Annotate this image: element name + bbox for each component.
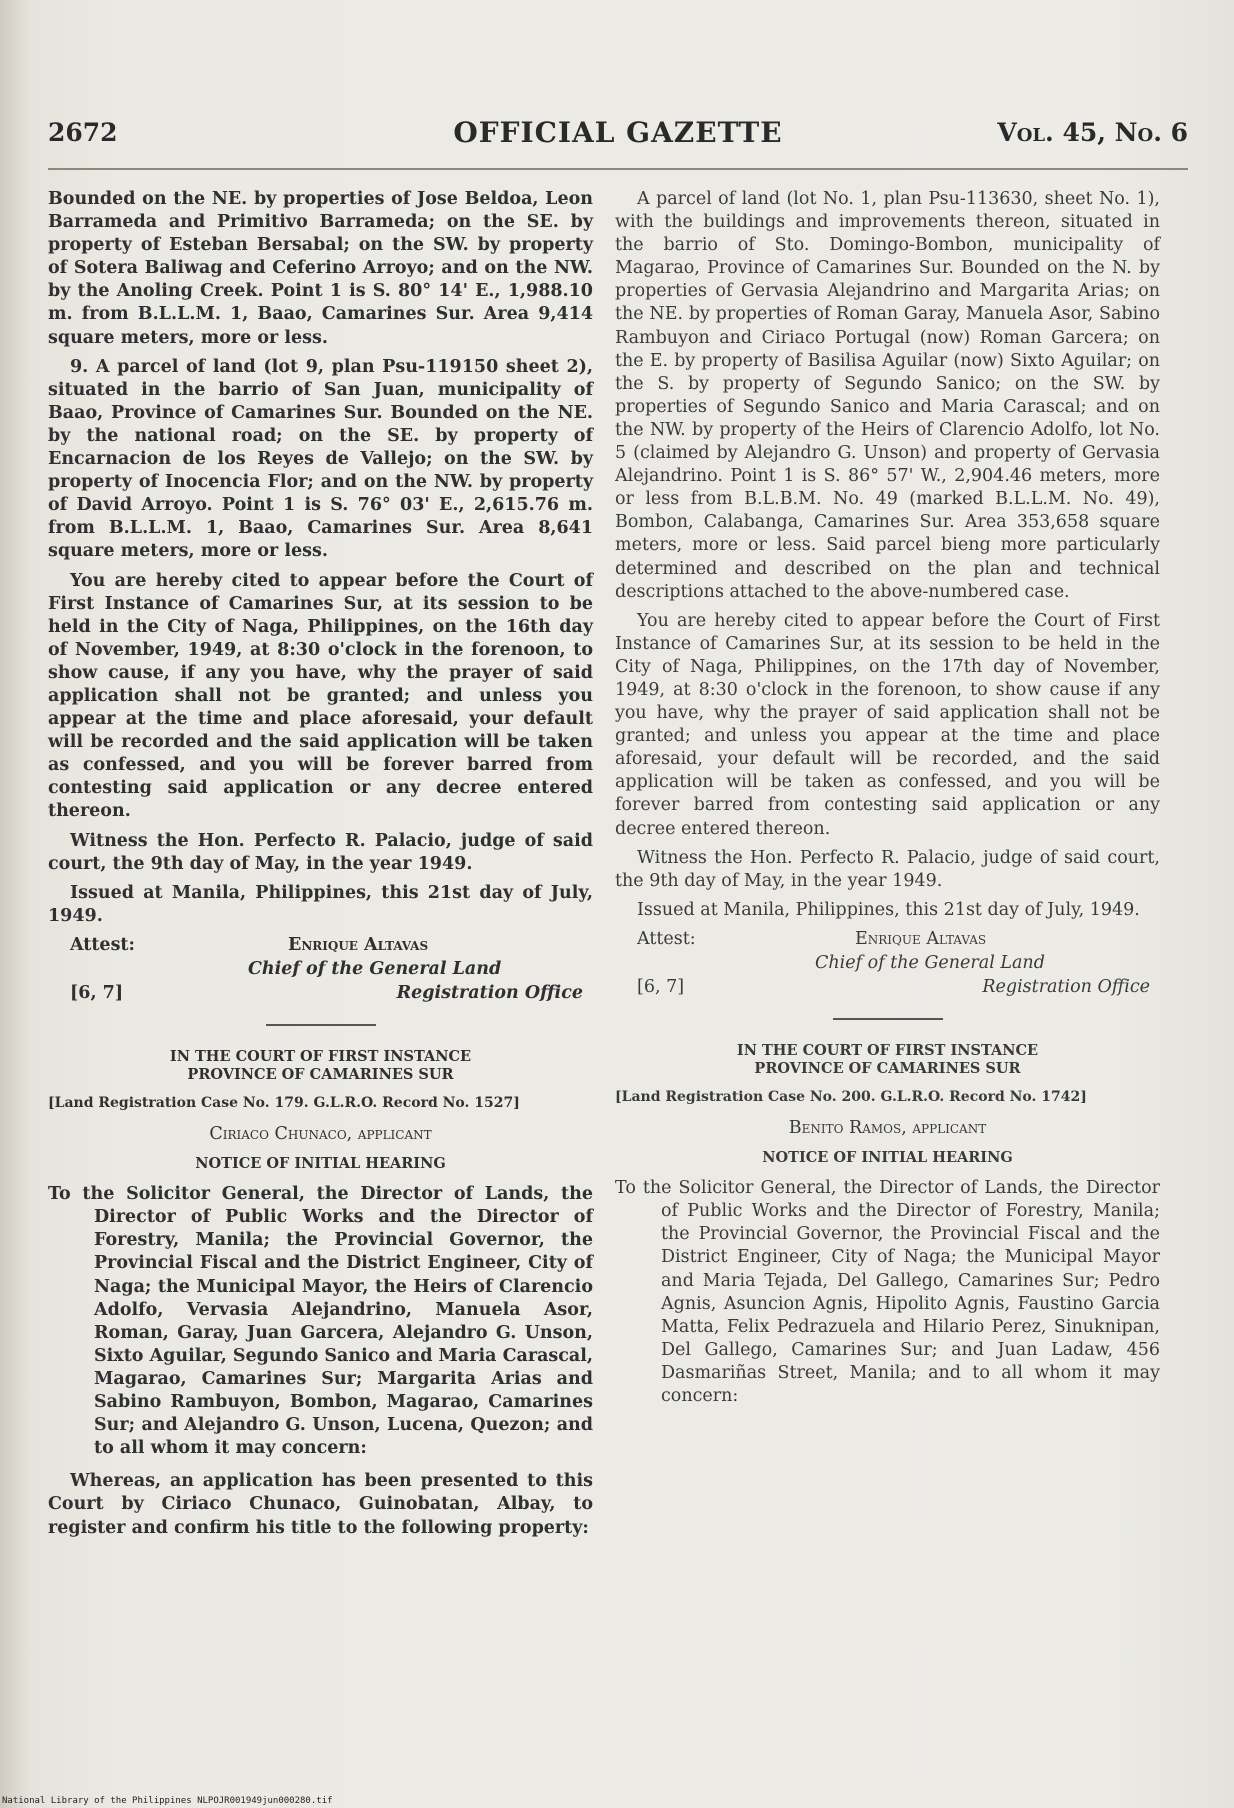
paragraph: Issued at Manila, Philippines, this 21st day of July, 1949. [637,899,1140,920]
page-header [48,118,1188,162]
paragraph: 9. A parcel of land (lot 9, plan Psu-119150 sheet 2), situated in the barrio of San Juan, municipality of Baao, Province of Camarines Sur. Bounded on the NE. by the national road; on the SE. by property of Encarnacion de los Reyes de Vallejo; on the SW. by property of Inocencia Flor; and on the NW. by property of David Arroyo. Point 1 is S. 76° 03' E., 2,615.76 m. from B.L.L.M. 1, Baao, Camarines Sur. Area 8,641 square meters, more or less. [48,356,593,562]
attest-reference: [6, 7] [637,976,685,997]
attest-name: Enrique Altavas [855,928,987,949]
province-line: PROVINCE OF CAMARINES SUR [187,1065,454,1083]
addressees: To the Solicitor General, the Director of Lands, the Director of Public Works and the Director of Forestry, Manila; the Provincial Governor, the Provincial Fiscal and the District Engineer, City of Naga; the Municipal Mayor and Maria Tejada, Del Gallego, Camarines Sur; Pedro Agnis, Asuncion Agnis, Hipolito Agnis, Faustino Garcia Matta, Felix Pedrazuela and Hilario Perez, Sinuknipan, Del Gallego, Camarines Sur; and Juan Ladaw, 456 Dasmariñas Street, Manila; and to all whom it may concern: [615,1178,1160,1407]
paragraph: Whereas, an application has been presented to this Court by Ciriaco Chunaco, Guinobatan, Albay, to register and confirm his title to the following property: [48,1471,593,1538]
header-rule [48,168,1188,170]
attest-office: Registration Office [982,976,1150,997]
section-divider [833,1018,943,1020]
court-line: IN THE COURT OF FIRST INSTANCE [736,1041,1039,1059]
left-column [48,188,593,1546]
attest-title: Chief of the General Land [815,952,1045,973]
paragraph: You are hereby cited to appear before the Court of First Instance of Camarines Sur, at its session to be held in the City of Naga, Philippines, on the 16th day of November, 1949, at 8:30 o'clock in the forenoon, to show cause, if any you have, why the prayer of said application shall not be granted; and unless you appear at the time and place aforesaid, your default will be recorded and the said application will be taken as confessed, and you will be forever barred from contesting said application or any decree entered thereon. [48,570,593,822]
case-reference: [Land Registration Case No. 179. G.L.R.O. Record No. 1527] [48,1094,520,1111]
paragraph: Bounded on the NE. by properties of Jose Beldoa, Leon Barrameda and Primitivo Barrameda; on the SE. by property of Esteban Bersabal; on the SW. by property of Sotera Baliwag and Ceferino Arroyo; and on the NW. by the Anoling Creek. Point 1 is S. 80° 14' E., 1,988.10 m. from B.L.L.M. 1, Baao, Camarines Sur. Area 9,414 square meters, more or less. [48,189,593,348]
attest-reference: [6, 7] [70,982,124,1003]
paragraph: Issued at Manila, Philippines, this 21st day of July, 1949. [48,882,593,926]
case-reference: [Land Registration Case No. 200. G.L.R.O. Record No. 1742] [615,1088,1087,1105]
publication-title: OFFICIAL GAZETTE [453,116,783,149]
paragraph: Witness the Hon. Perfecto R. Palacio, judge of said court, the 9th day of May, in the year 1949. [615,847,1160,891]
court-line: IN THE COURT OF FIRST INSTANCE [169,1047,472,1065]
paragraph: A parcel of land (lot No. 1, plan Psu-113630, sheet No. 1), with the buildings and improvements thereon, situated in the barrio of Sto. Domingo-Bombon, municipality of Magarao, Province of Camarines Sur. Bounded on the N. by properties of Gervasia Alejandrino and Margarita Arias; on the NE. by properties of Roman Garay, Manuela Asor, Sabino Rambuyon and Ciriaco Portugal (now) Roman Garcera; on the E. by property of Basilisa Aguilar (now) Sixto Aguilar; on the S. by property of Segundo Sanico; on the SW. by properties of Segundo Sanico and Maria Carascal; and on the NW. by property of the Heirs of Clarencio Adolfo, lot No. 5 (claimed by Alejandro G. Unson) and property of Gervasia Alejandrino. Point 1 is S. 86° 57' W., 2,904.46 meters, more or less from B.L.B.M. No. 49 (marked B.L.L.M. No. 49), Bombon, Calabanga, Camarines Sur. Area 353,658 square meters, more or less. Said parcel bieng more particularly determined and described on the plan and technical descriptions attached to the above-numbered case. [615,189,1160,602]
applicant-line: Benito Ramos, applicant [788,1118,987,1138]
attest-label: Attest: [637,928,696,949]
attestation [615,928,1160,1000]
attest-title: Chief of the General Land [248,958,502,979]
court-heading [48,1048,593,1084]
attestation [48,934,593,1006]
paragraph: You are hereby cited to appear before the Court of First Instance of Camarines Sur, at its session to be held in the City of Naga, Philippines, on the 17th day of November, 1949, at 8:30 o'clock in the forenoon, to show cause if any you have, why the prayer of said application shall not be granted; and unless you appear at the time and place aforesaid, your default will be recorded, and the said application will be taken as confessed, and you will be forever barred from contesting said application or any decree entered thereon. [615,610,1160,839]
addressees: To the Solicitor General, the Director of Lands, the Director of Public Works and the Director of Forestry, Manila; the Provincial Governor, the Provincial Fiscal and the District Engineer, City of Naga; the Municipal Mayor, the Heirs of Clarencio Adolfo, Vervasia Alejandrino, Manuela Asor, Roman, Garay, Juan Garcera, Alejandro G. Unson, Sixto Aguilar, Segundo Sanico and Maria Carascal, Magarao, Camarines Sur; Margarita Arias and Sabino Rambuyon, Bombon, Magarao, Camarines Sur; and Alejandro G. Unson, Lucena, Quezon; and to all whom it may concern: [48,1184,593,1459]
notice-heading: NOTICE OF INITIAL HEARING [762,1149,1013,1167]
attest-label: Attest: [70,934,135,955]
right-column [615,188,1160,1418]
applicant-line: Ciriaco Chunaco, applicant [209,1124,432,1144]
attest-name: Enrique Altavas [288,934,429,955]
court-heading [615,1042,1160,1078]
page-number: 2672 [48,118,118,147]
province-line: PROVINCE OF CAMARINES SUR [754,1059,1021,1077]
scan-footer: National Library of the Philippines NLPOJR001949jun000280.tif [2,1796,333,1806]
volume-number: Vol. 45, No. 6 [997,118,1188,147]
paragraph: Witness the Hon. Perfecto R. Palacio, judge of said court, the 9th day of May, in the year 1949. [48,830,593,874]
section-divider [266,1024,376,1026]
notice-heading: NOTICE OF INITIAL HEARING [195,1155,446,1173]
attest-office: Registration Office [396,982,583,1003]
